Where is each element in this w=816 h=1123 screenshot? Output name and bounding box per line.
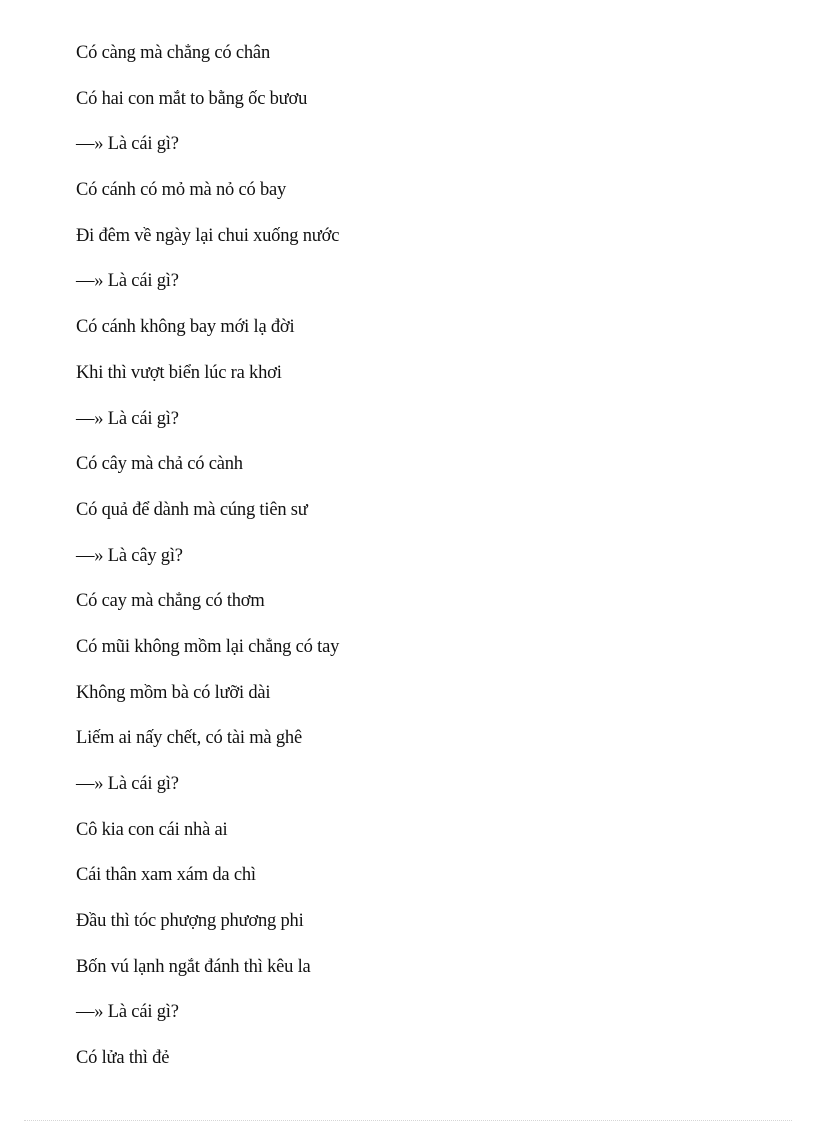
text-line: Đầu thì tóc phượng phương phi bbox=[76, 911, 304, 932]
text-line: —» Là cây gì? bbox=[76, 545, 183, 566]
text-line: Có càng mà chẳng có chân bbox=[76, 43, 270, 63]
text-line: Có hai con mắt to bằng ốc bươu bbox=[76, 88, 308, 109]
text-line: Bốn vú lạnh ngắt đánh thì kêu la bbox=[76, 956, 311, 977]
text-line: Khi thì vượt biển lúc ra khơi bbox=[76, 362, 282, 383]
text-line: Không mồm bà có lưỡi dài bbox=[76, 682, 271, 703]
text-line: —» Là cái gì? bbox=[76, 408, 179, 429]
text-line: Có lửa thì đẻ bbox=[76, 1048, 170, 1069]
text-line: Có cánh không bay mới lạ đời bbox=[76, 317, 295, 338]
text-line: Liếm ai nấy chết, có tài mà ghê bbox=[76, 728, 302, 749]
text-line: Có cay mà chẳng có thơm bbox=[76, 591, 265, 612]
text-line: Cô kia con cái nhà ai bbox=[76, 819, 228, 840]
text-line: Đi đêm về ngày lại chui xuống nước bbox=[76, 225, 340, 246]
text-line: Có mũi không mồm lại chẳng có tay bbox=[76, 636, 340, 657]
text-line: —» Là cái gì? bbox=[76, 271, 179, 292]
text-line: Có cánh có mỏ mà nỏ có bay bbox=[76, 180, 287, 201]
text-line: —» Là cái gì? bbox=[76, 134, 179, 155]
text-line: —» Là cái gì? bbox=[76, 1002, 179, 1023]
page-bottom-divider bbox=[24, 1120, 792, 1121]
riddle-text-lines bbox=[76, 40, 339, 1091]
text-line: Có quả để dành mà cúng tiên sư bbox=[76, 499, 308, 520]
text-line: Có cây mà chả có cành bbox=[76, 454, 243, 475]
text-line: —» Là cái gì? bbox=[76, 774, 179, 794]
text-line: Cái thân xam xám da chì bbox=[76, 865, 256, 886]
